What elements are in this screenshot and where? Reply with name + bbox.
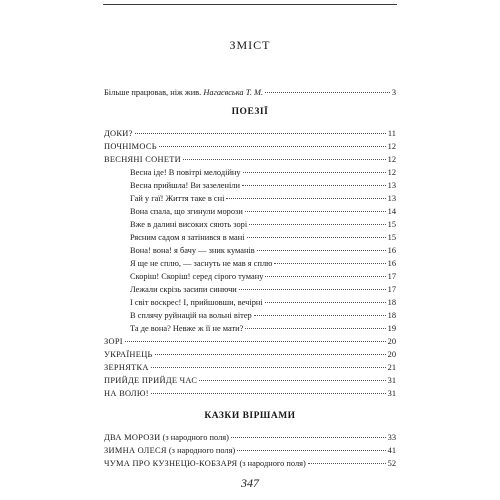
contents-title: ЗМІСТ xyxy=(229,38,271,52)
dot-leader xyxy=(247,237,386,238)
dot-leader xyxy=(239,289,386,290)
dot-leader xyxy=(155,354,386,355)
dot-leader xyxy=(265,92,390,93)
dot-leader xyxy=(159,146,386,147)
toc-entry: ЗОРІ 20 xyxy=(104,337,396,346)
dot-leader xyxy=(257,250,386,251)
dot-leader xyxy=(245,328,385,329)
toc-entry: УКРАЇНЕЦЬ 20 xyxy=(104,350,396,359)
toc-subentry: Гай у гаї! Життя таке в сні 13 xyxy=(130,194,396,203)
toc-subentry: В сплячу руйнацій на вольні вітер 18 xyxy=(130,311,396,320)
toc-entry: ДВА МОРОЗИ (з народного поля) 33 xyxy=(104,433,396,442)
toc-subentry: Вона! вона! я бачу — зник куманів 16 xyxy=(130,246,396,255)
dot-leader xyxy=(308,463,386,464)
dot-leader xyxy=(125,341,386,342)
toc-entry: ВЕСНЯНІ СОНЕТИ 12 xyxy=(104,155,396,164)
dot-leader xyxy=(151,367,386,368)
toc-subentry: Весна іде! В повітрі мелодійну 12 xyxy=(130,168,396,177)
dot-leader xyxy=(231,437,386,438)
dot-leader xyxy=(243,172,386,173)
toc-subentry: І світ воскрес! І, прийшовши, вечірні 18 xyxy=(130,298,396,307)
section-heading-poems: ПОЕЗІЇ xyxy=(231,107,269,117)
dot-leader xyxy=(274,263,385,264)
toc-entry: ЗЕРНЯТКА 21 xyxy=(104,363,396,372)
dot-leader xyxy=(265,276,385,277)
toc-entry: ЗИМНА ОЛЕСЯ (з народного поля) 41 xyxy=(104,446,396,455)
toc-subentry: Я ще не сплю, — заснуть не мав я сплю 16 xyxy=(130,259,396,268)
dot-leader xyxy=(254,315,386,316)
toc-subentry: Весна прийшла! Ви зазеленіли 13 xyxy=(130,181,396,190)
dot-leader xyxy=(183,159,386,160)
toc-entry: ДОКИ? 11 xyxy=(104,129,396,138)
dot-leader xyxy=(151,393,386,394)
intro-text: Більше працював, ніж жив. xyxy=(104,88,204,97)
toc-entry-intro xyxy=(104,86,396,99)
toc-subentry: Вона спала, що згинули морози 14 xyxy=(130,207,396,216)
dot-leader xyxy=(199,380,385,381)
page-number: 347 xyxy=(241,476,259,490)
dot-leader xyxy=(242,185,386,186)
dot-leader xyxy=(265,302,386,303)
toc-subentry: Вже в далині високих сяють зорі 15 xyxy=(130,220,396,229)
toc-entry: ЧУМА ПРО КУЗНЕЦЮ-КОБЗАРЯ (з народного поля) 52 xyxy=(104,459,396,468)
toc-entry: ПРИЙДЕ ПРИЙДЕ ЧАС 31 xyxy=(104,376,396,385)
toc-subentry: Лежали скрізь засипи синючи 17 xyxy=(130,285,396,294)
dot-leader xyxy=(135,133,386,134)
page-ref: 3 xyxy=(391,88,396,97)
dot-leader xyxy=(226,198,385,199)
top-rule xyxy=(103,4,397,5)
dot-leader xyxy=(237,450,385,451)
toc-entry: НА ВОЛЮ! 31 xyxy=(104,389,396,398)
toc-subentry: Рясним садом я затінився в мані 15 xyxy=(130,233,396,242)
toc-subentry: Та де вона? Невже ж її не мати? 19 xyxy=(130,324,396,333)
intro-author: Нагаєвська Т. М. xyxy=(203,88,264,97)
toc-entry: ПОЧНІМОСЬ 12 xyxy=(104,142,396,151)
dot-leader xyxy=(245,211,386,212)
section-heading-tales: КАЗКИ ВІРШАМИ xyxy=(204,411,296,421)
dot-leader xyxy=(249,224,385,225)
toc-subentry: Скоріш! Скоріш! серед сірого туману 17 xyxy=(130,272,396,281)
